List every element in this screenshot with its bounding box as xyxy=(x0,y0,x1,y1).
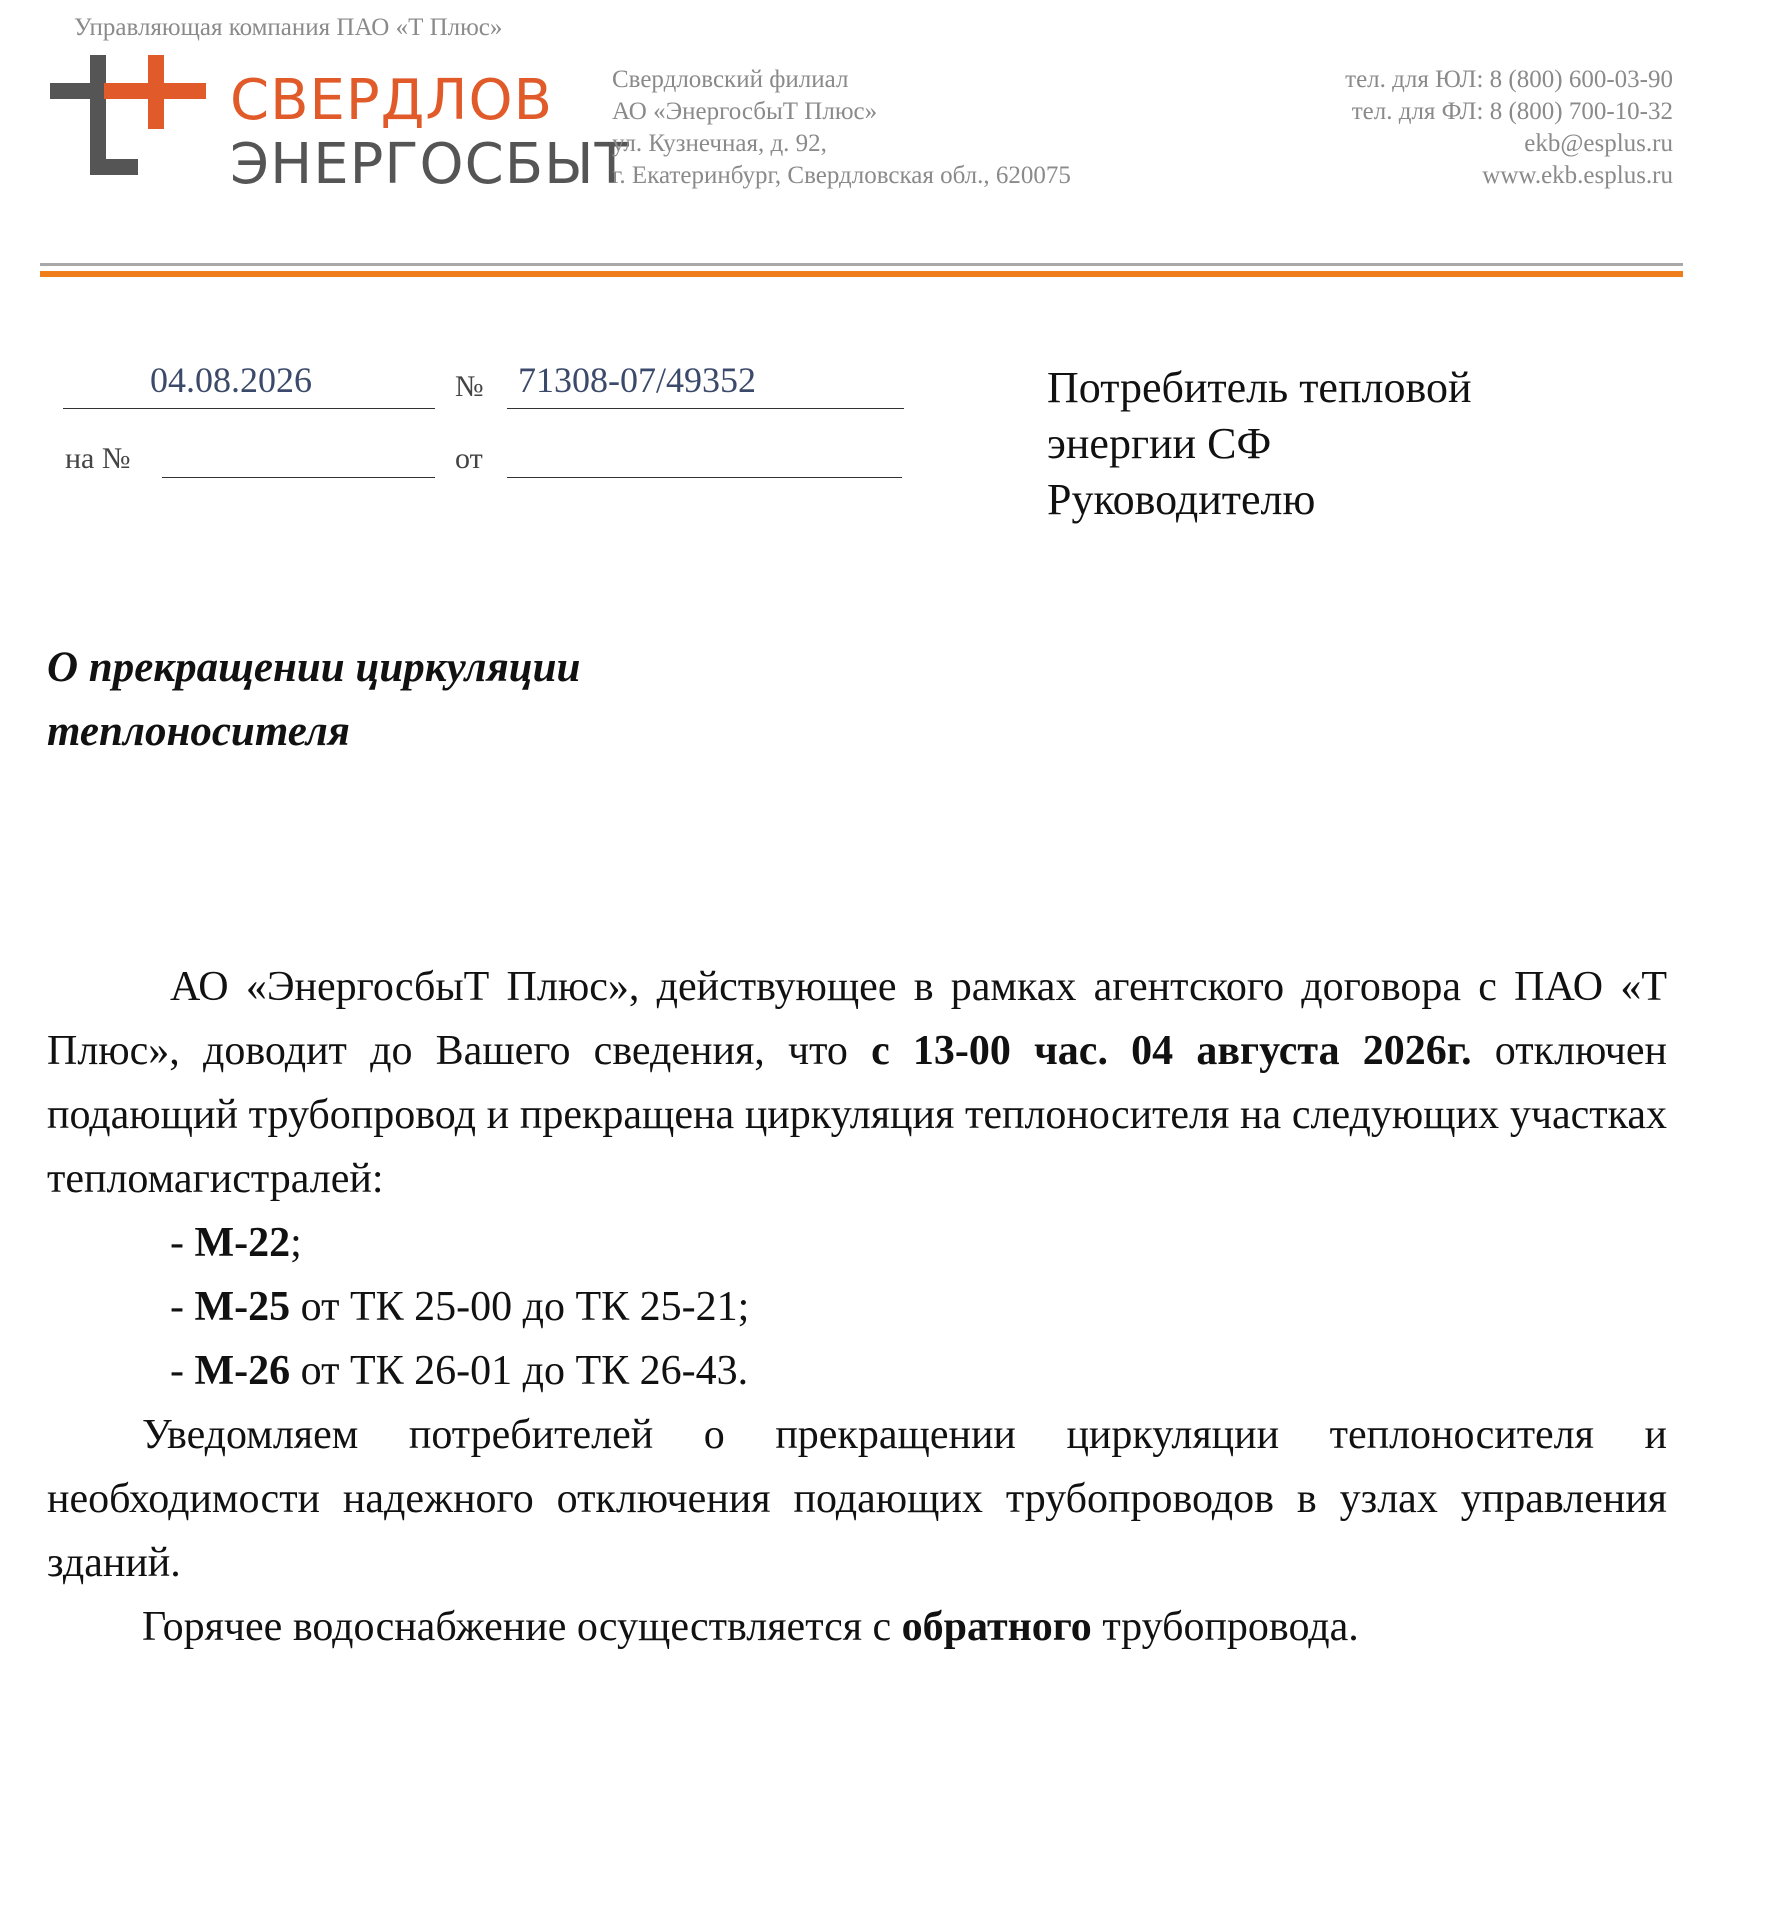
list-dash: - xyxy=(170,1348,195,1394)
header-divider-grey xyxy=(40,263,1683,266)
website-link: www.ekb.esplus.ru xyxy=(1482,162,1673,189)
logo-word-top: СВЕРДЛОВ xyxy=(230,68,554,133)
date-underline xyxy=(63,408,435,409)
number-label: № xyxy=(455,370,484,403)
body-paragraph-3 xyxy=(47,1595,1667,1659)
list-section-code: М-26 xyxy=(194,1348,291,1394)
p1-bold-date: с 13-00 час. 04 августа 2026г. xyxy=(871,1028,1472,1074)
list-section-code: М-22 xyxy=(194,1220,291,1266)
letter-number: 71308-07/49352 xyxy=(518,360,756,400)
from-underline xyxy=(507,477,902,478)
addressee-line-3: Руководителю xyxy=(1047,475,1316,524)
list-item xyxy=(47,1211,1667,1275)
list-section-range: ; xyxy=(290,1220,302,1266)
from-label: от xyxy=(455,442,483,475)
letter-date: 04.08.2026 xyxy=(150,360,312,400)
body-paragraph-2: Уведомляем потребителей о прекращении циркуляции теплоносителя и необходимости надежного отключения подающих трубопроводов в узлах управления зданий. xyxy=(47,1412,1667,1586)
contacts xyxy=(1345,64,1673,192)
list-section-range: от ТК 26-01 до ТК 26-43. xyxy=(290,1348,749,1394)
list-dash: - xyxy=(170,1220,195,1266)
list-item xyxy=(47,1275,1667,1339)
p3-text-start: Горячее водоснабжение осуществляется с xyxy=(142,1604,902,1650)
branch-name: Свердловский филиал xyxy=(612,66,849,93)
body-paragraph-1 xyxy=(47,955,1667,1211)
logo-word-bottom: ЭНЕРГОСБЫТ xyxy=(230,132,630,197)
branch-company: АО «ЭнергосбыТ Плюс» xyxy=(612,98,878,125)
addressee xyxy=(1047,360,1472,528)
ref-underline xyxy=(162,477,435,478)
phone-individual: тел. для ФЛ: 8 (800) 700-10-32 xyxy=(1351,98,1673,125)
subject-line-1: О прекращении циркуляции xyxy=(47,644,581,691)
list-section-range: от ТК 25-00 до ТК 25-21; xyxy=(290,1284,750,1330)
phone-legal: тел. для ЮЛ: 8 (800) 600-03-90 xyxy=(1345,66,1673,93)
p3-text-end: трубопровода. xyxy=(1091,1604,1359,1650)
list-dash: - xyxy=(170,1284,195,1330)
branch-street: ул. Кузнечная, д. 92, xyxy=(612,130,827,157)
addressee-line-1: Потребитель тепловой xyxy=(1047,363,1472,412)
email-link: ekb@esplus.ru xyxy=(1524,130,1673,157)
addressee-line-2: энергии СФ xyxy=(1047,419,1272,468)
ref-label: на № xyxy=(65,442,131,475)
branch-address xyxy=(612,64,1071,192)
letter-body xyxy=(47,955,1667,1659)
list-item xyxy=(47,1339,1667,1403)
number-underline xyxy=(507,408,904,409)
p3-bold: обратного xyxy=(901,1604,1092,1650)
header-divider-orange xyxy=(40,271,1683,277)
p1-text-end: отключен подающий трубопровод и прекращена циркуляция теплоносителя на следующих участках тепломагистралей: xyxy=(47,1028,1667,1202)
company-logo xyxy=(50,55,630,197)
list-section-code: М-25 xyxy=(194,1284,291,1330)
letter-subject xyxy=(47,636,580,764)
p1-text-start: АО «ЭнергосбыТ Плюс», действующее в рамках агентского договора с ПАО «Т Плюс», доводит до Вашего сведения, что xyxy=(47,964,1667,1074)
subject-line-2: теплоносителя xyxy=(47,708,350,755)
branch-city: г. Екатеринбург, Свердловская обл., 620075 xyxy=(612,162,1071,189)
parent-company-line: Управляющая компания ПАО «Т Плюс» xyxy=(74,14,503,41)
